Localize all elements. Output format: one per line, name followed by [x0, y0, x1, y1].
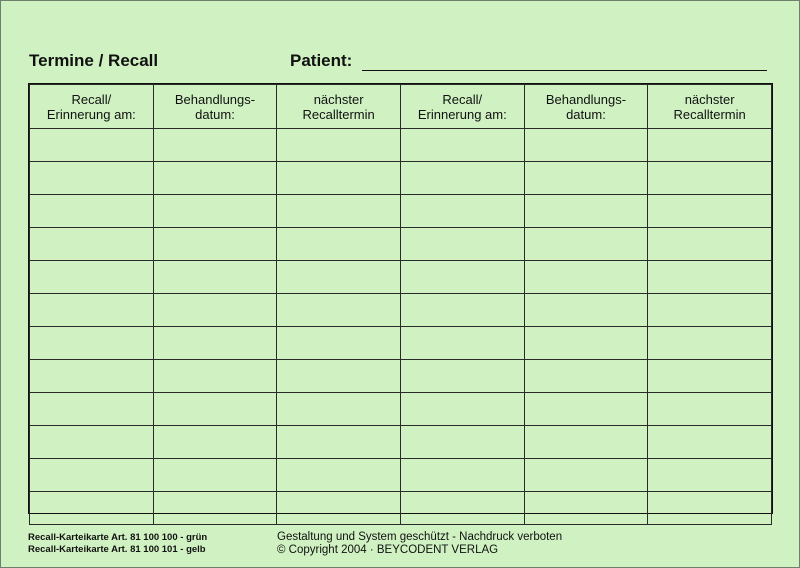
table-cell[interactable] — [153, 261, 277, 294]
article-number-green: Recall-Karteikarte Art. 81 100 100 - grün — [28, 532, 208, 543]
table-cell[interactable] — [30, 129, 154, 162]
table-row — [30, 327, 772, 360]
table-cell[interactable] — [400, 228, 524, 261]
table-cell[interactable] — [524, 261, 648, 294]
table-cell[interactable] — [400, 360, 524, 393]
column-header-recall-date-left — [30, 85, 154, 129]
column-header-line: Recall/ — [71, 91, 112, 107]
table-cell[interactable] — [648, 294, 772, 327]
article-numbers — [28, 532, 207, 556]
table-cell[interactable] — [400, 492, 524, 525]
table-row — [30, 261, 772, 294]
table-row — [30, 492, 772, 525]
table-cell[interactable] — [400, 129, 524, 162]
table-cell[interactable] — [648, 360, 772, 393]
column-header-line: datum: — [195, 106, 235, 122]
table-cell[interactable] — [648, 459, 772, 492]
table-cell[interactable] — [524, 195, 648, 228]
table-cell[interactable] — [153, 360, 277, 393]
table-cell[interactable] — [277, 261, 401, 294]
article-number-yellow: Recall-Karteikarte Art. 81 100 101 - gelb — [28, 544, 206, 555]
column-header-line: Behandlungs- — [174, 91, 256, 107]
table-cell[interactable] — [400, 162, 524, 195]
card-title: Termine / Recall — [29, 51, 159, 70]
copyright-notice — [277, 531, 562, 557]
table-cell[interactable] — [277, 195, 401, 228]
copyright-line: © Copyright 2004 · BEYCODENT VERLAG — [277, 544, 499, 556]
table-cell[interactable] — [524, 393, 648, 426]
column-header-recall-date-right — [400, 85, 524, 129]
table-cell[interactable] — [277, 228, 401, 261]
table-cell[interactable] — [648, 195, 772, 228]
table-cell[interactable] — [400, 393, 524, 426]
table-cell[interactable] — [277, 393, 401, 426]
column-header-line: Erinnerung am: — [46, 106, 136, 122]
table-cell[interactable] — [153, 327, 277, 360]
table-cell[interactable] — [648, 261, 772, 294]
table-cell[interactable] — [648, 426, 772, 459]
table-cell[interactable] — [30, 261, 154, 294]
table-cell[interactable] — [524, 327, 648, 360]
table-cell[interactable] — [400, 294, 524, 327]
column-header-line: nächster — [313, 91, 364, 107]
table-cell[interactable] — [30, 294, 154, 327]
table-cell[interactable] — [277, 327, 401, 360]
table-cell[interactable] — [648, 393, 772, 426]
table-cell[interactable] — [400, 327, 524, 360]
column-header-line: Recall/ — [442, 91, 483, 107]
table-cell[interactable] — [277, 459, 401, 492]
table-cell[interactable] — [524, 294, 648, 327]
table-cell[interactable] — [153, 492, 277, 525]
table-cell[interactable] — [153, 129, 277, 162]
table-row — [30, 459, 772, 492]
table-cell[interactable] — [277, 426, 401, 459]
table-cell[interactable] — [277, 294, 401, 327]
table-cell[interactable] — [153, 162, 277, 195]
table-cell[interactable] — [30, 195, 154, 228]
table-cell[interactable] — [30, 459, 154, 492]
table-cell[interactable] — [153, 195, 277, 228]
table-row — [30, 195, 772, 228]
table-cell[interactable] — [153, 228, 277, 261]
column-header-treatment-date-left — [153, 85, 277, 129]
table-row — [30, 162, 772, 195]
table-cell[interactable] — [648, 129, 772, 162]
table-cell[interactable] — [277, 162, 401, 195]
table-cell[interactable] — [524, 129, 648, 162]
table-cell[interactable] — [648, 228, 772, 261]
table-cell[interactable] — [648, 492, 772, 525]
table-row — [30, 228, 772, 261]
column-header-next-recall-left — [277, 85, 401, 129]
table-cell[interactable] — [400, 261, 524, 294]
table-cell[interactable] — [30, 426, 154, 459]
table-cell[interactable] — [30, 492, 154, 525]
column-header-line: Recalltermin — [302, 106, 375, 122]
table-cell[interactable] — [153, 393, 277, 426]
table-cell[interactable] — [30, 360, 154, 393]
table-cell[interactable] — [277, 492, 401, 525]
table-row — [30, 426, 772, 459]
table-cell[interactable] — [524, 426, 648, 459]
table-cell[interactable] — [153, 294, 277, 327]
table-cell[interactable] — [30, 162, 154, 195]
recall-table — [28, 83, 773, 514]
column-header-line: nächster — [684, 91, 735, 107]
column-header-line: Erinnerung am: — [417, 106, 507, 122]
table-cell[interactable] — [277, 360, 401, 393]
table-cell[interactable] — [277, 129, 401, 162]
protection-notice: Gestaltung und System geschützt - Nachdruck verboten — [277, 531, 563, 543]
table-cell[interactable] — [648, 327, 772, 360]
table-cell[interactable] — [648, 162, 772, 195]
table-cell[interactable] — [524, 459, 648, 492]
column-header-treatment-date-right — [524, 85, 648, 129]
table-row — [30, 393, 772, 426]
column-header-next-recall-right — [648, 85, 772, 129]
column-header-line: datum: — [566, 106, 606, 122]
table-cell[interactable] — [400, 459, 524, 492]
table-cell[interactable] — [153, 426, 277, 459]
table-cell[interactable] — [153, 459, 277, 492]
patient-label: Patient: — [290, 51, 353, 70]
table-cell[interactable] — [30, 393, 154, 426]
column-header-line: Behandlungs- — [545, 91, 627, 107]
table-cell[interactable] — [524, 492, 648, 525]
table-row — [30, 129, 772, 162]
patient-name-line[interactable] — [362, 70, 767, 71]
table-cell[interactable] — [400, 426, 524, 459]
table-cell[interactable] — [524, 228, 648, 261]
table-row — [30, 294, 772, 327]
table-body — [30, 129, 772, 525]
column-header-line: Recalltermin — [673, 106, 746, 122]
table-cell[interactable] — [30, 228, 154, 261]
table-cell[interactable] — [524, 360, 648, 393]
table-cell[interactable] — [524, 162, 648, 195]
table-header-row — [30, 85, 772, 129]
table-cell[interactable] — [30, 327, 154, 360]
table-row — [30, 360, 772, 393]
table-cell[interactable] — [400, 195, 524, 228]
